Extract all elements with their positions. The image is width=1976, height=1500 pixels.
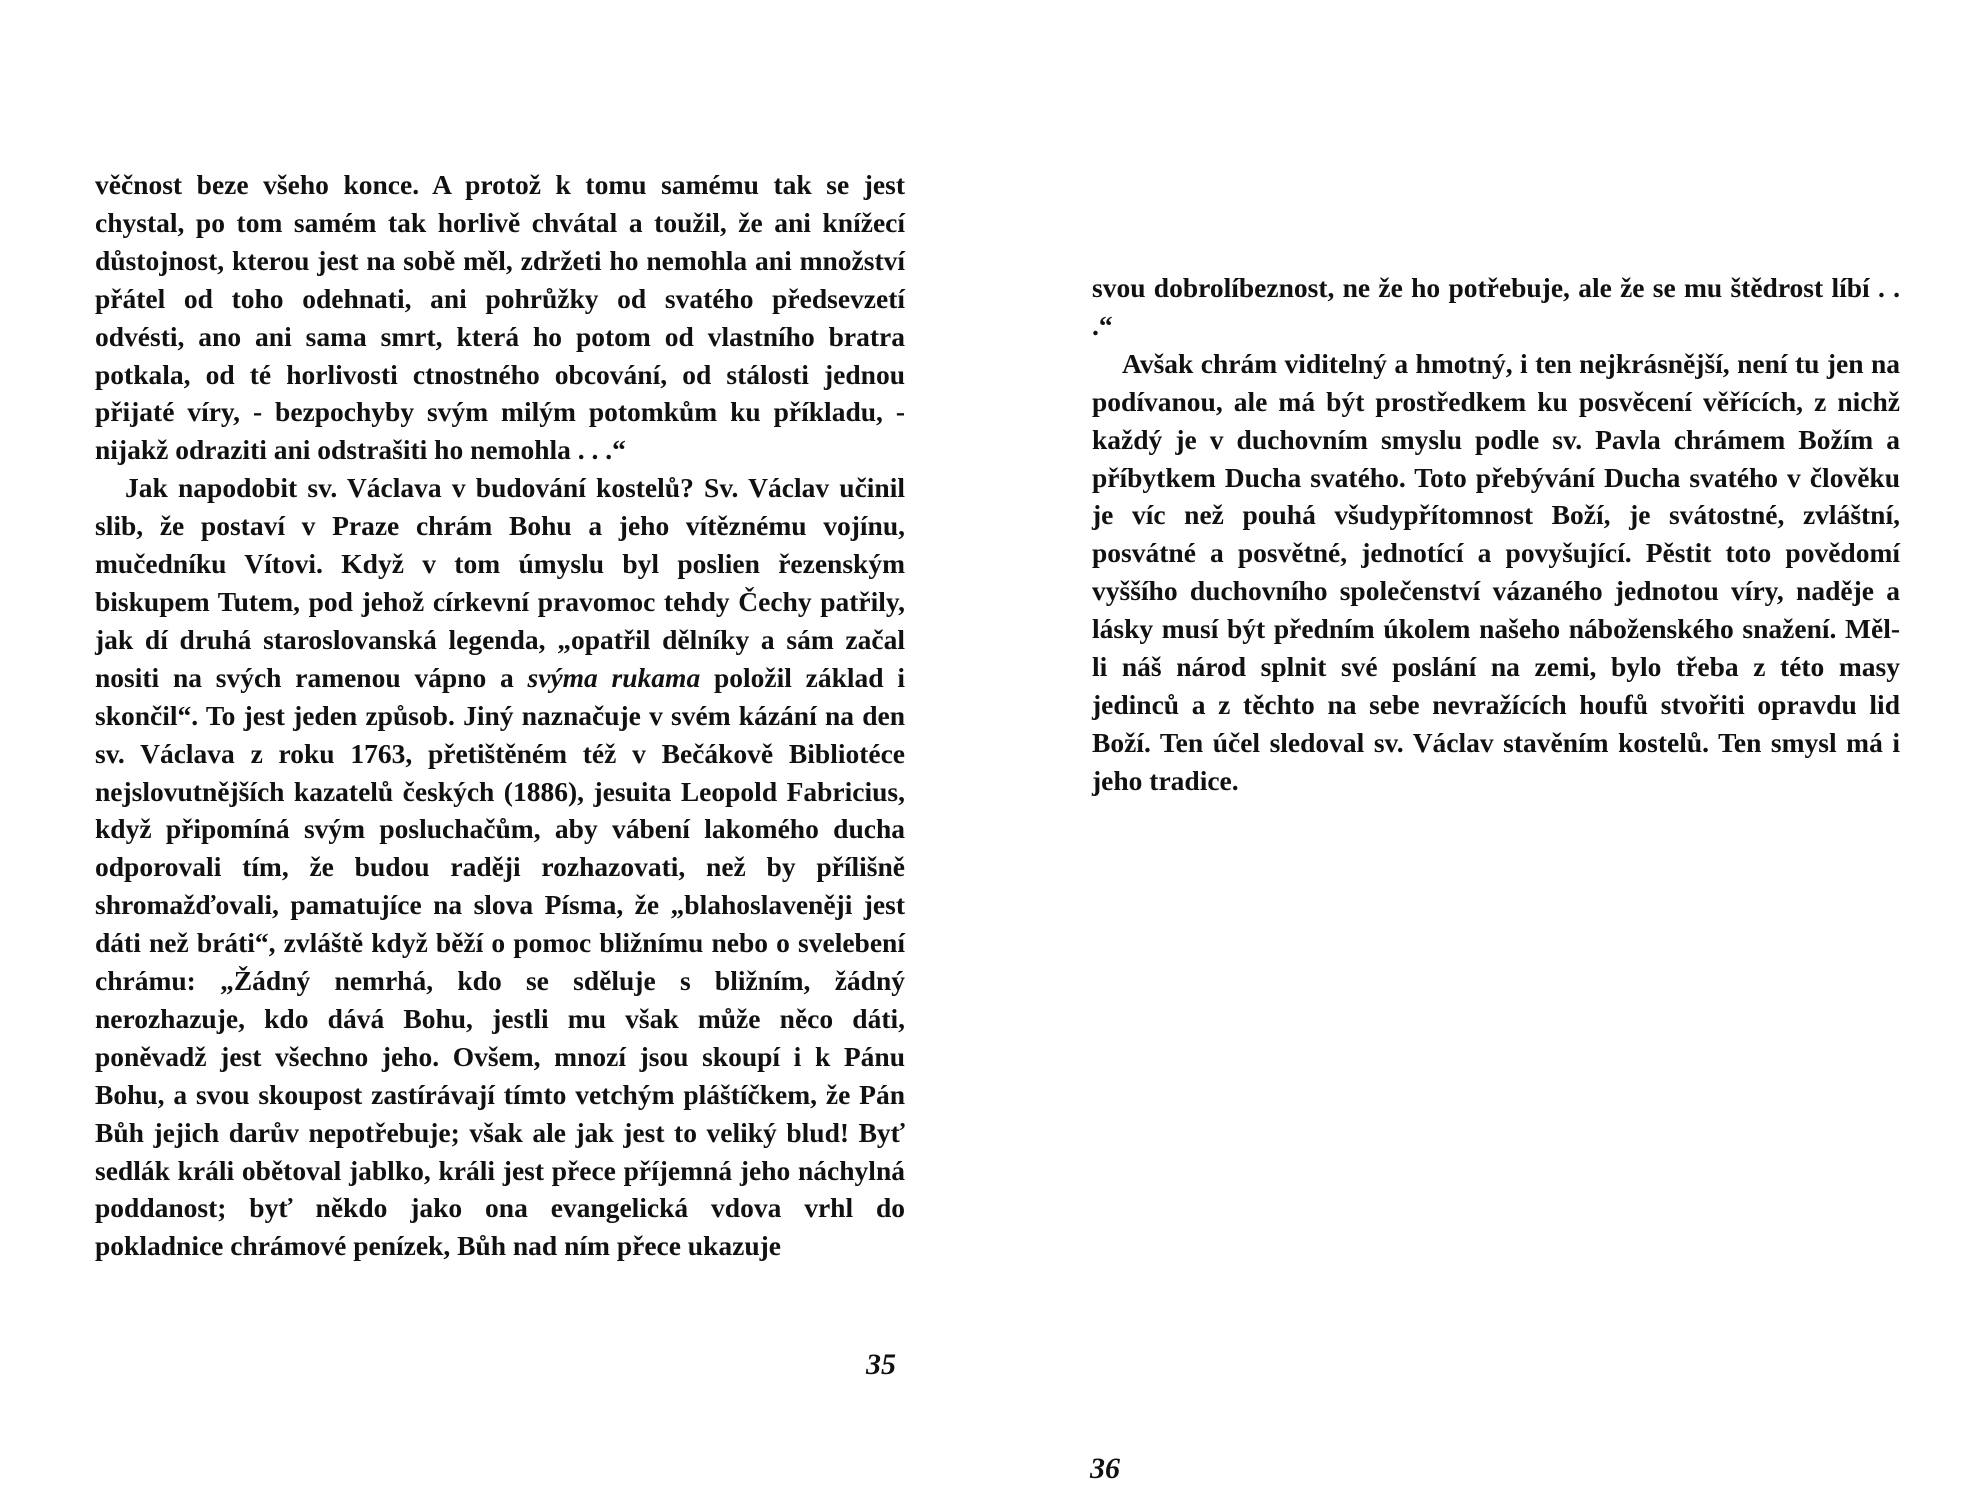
right-paragraph-2: Avšak chrám viditelný a hmotný, i ten nejkrásnější, není tu jen na podívanou, ale má být prostředkem ku posvěcení věřících, z nichž každý je v duchovním smyslu podle sv. Pavla chrámem Božím a příbytkem Ducha svatého. Toto přebývání Ducha svatého v člověku je víc než pouhá všudypřítomnost Boží, je svátostné, zvláštní, posvátné a posvětné, jednotící a povyšující. Pěstit toto povědomí vyššího duchovního společenství vázaného jednotou víry, naděje a lásky musí být předním úkolem našeho náboženského snažení. Měl-li náš národ splnit své poslání na zemi, bylo třeba z této masy jedinců a z těchto na sebe nevražících houfů stvořiti opravdu lid Boží. Ten účel sledoval sv. Václav stavěním kostelů. Ten smysl má i jeho tradice. <box>1092 347 1900 796</box>
page-number-right: 36 <box>1090 1452 1120 1485</box>
left-paragraph-2-text-a: Jak napodobit sv. Václava v budování kostelů? Sv. Václav učinil slib, že postaví v Praze chrám Bohu a jeho vítěznému vojínu, mučedníku Vítovi. Když v tom úmyslu byl poslien řezenským biskupem Tutem, pod jehož církevní pravomoc tehdy Čechy patřily, jak dí druhá staroslovanská legenda, „opatřil dělníky a sám začal nositi na svých ramenou vápno a <box>95 472 905 693</box>
right-page <box>1092 269 1900 800</box>
left-paragraph-2 <box>95 469 905 1265</box>
page-number-left: 35 <box>866 1348 896 1381</box>
left-paragraph-2-italic: svýma rukama <box>527 661 701 693</box>
left-paragraph-1: věčnost beze všeho konce. A protož k tomu samému tak se jest chystal, po tom samém tak horlivě chvátal a toužil, že ani knížecí důstojnost, kterou jest na sobě měl, zdržeti ho nemohla ani množství přátel od toho odehnati, ani pohrůžky od svatého předsevzetí odvésti, ano ani sama smrt, která ho potom od vlastního bratra potkala, od té horlivosti ctnostného obcování, od stálosti jednou přijaté víry, - bezpochyby svým milým potomkům ku příkladu, - nijakž odraziti ani odstrašiti ho nemohla . . .“ <box>95 169 905 466</box>
left-page <box>95 166 905 1265</box>
right-paragraph-1: svou dobrolíbeznost, ne že ho potřebuje, ale že se mu štědrost líbí . . .“ <box>1092 272 1900 341</box>
left-paragraph-2-text-b: položil základ i skončil“. To jest jeden způsob. Jiný naznačuje v svém kázání na den sv. Václava z roku 1763, přetištěném též v Bečákově Bibliotéce nejslovutnějších kazatelů českých (1886), jesuita Leopold Fabricius, když připomíná svým posluchačům, aby vábení lakomého ducha odporovali tím, že budou raději rozhazovati, než by přílišně shromažďovali, pamatujíce na slova Písma, že „blahoslaveněji jest dáti než bráti“, zvláště když běží o pomoc bližnímu nebo o svelebení chrámu: „Žádný nemrhá, kdo se sděluje s bližním, žádný nerozhazuje, kdo dává Bohu, jestli mu však může něco dáti, poněvadž jest všechno jeho. Ovšem, mnozí jsou skoupí i k Pánu Bohu, a svou skoupost zastírávají tímto vetchým pláštíčkem, že Pán Bůh jejich darův nepotřebuje; však ale jak jest to veliký blud! Byť sedlák králi obětoval jablko, králi jest přece příjemná jeho náchylná poddanost; byť někdo jako ona evangelická vdova vrhl do pokladnice chrámové penízek, Bůh nad ním přece ukazuje <box>95 661 906 1262</box>
